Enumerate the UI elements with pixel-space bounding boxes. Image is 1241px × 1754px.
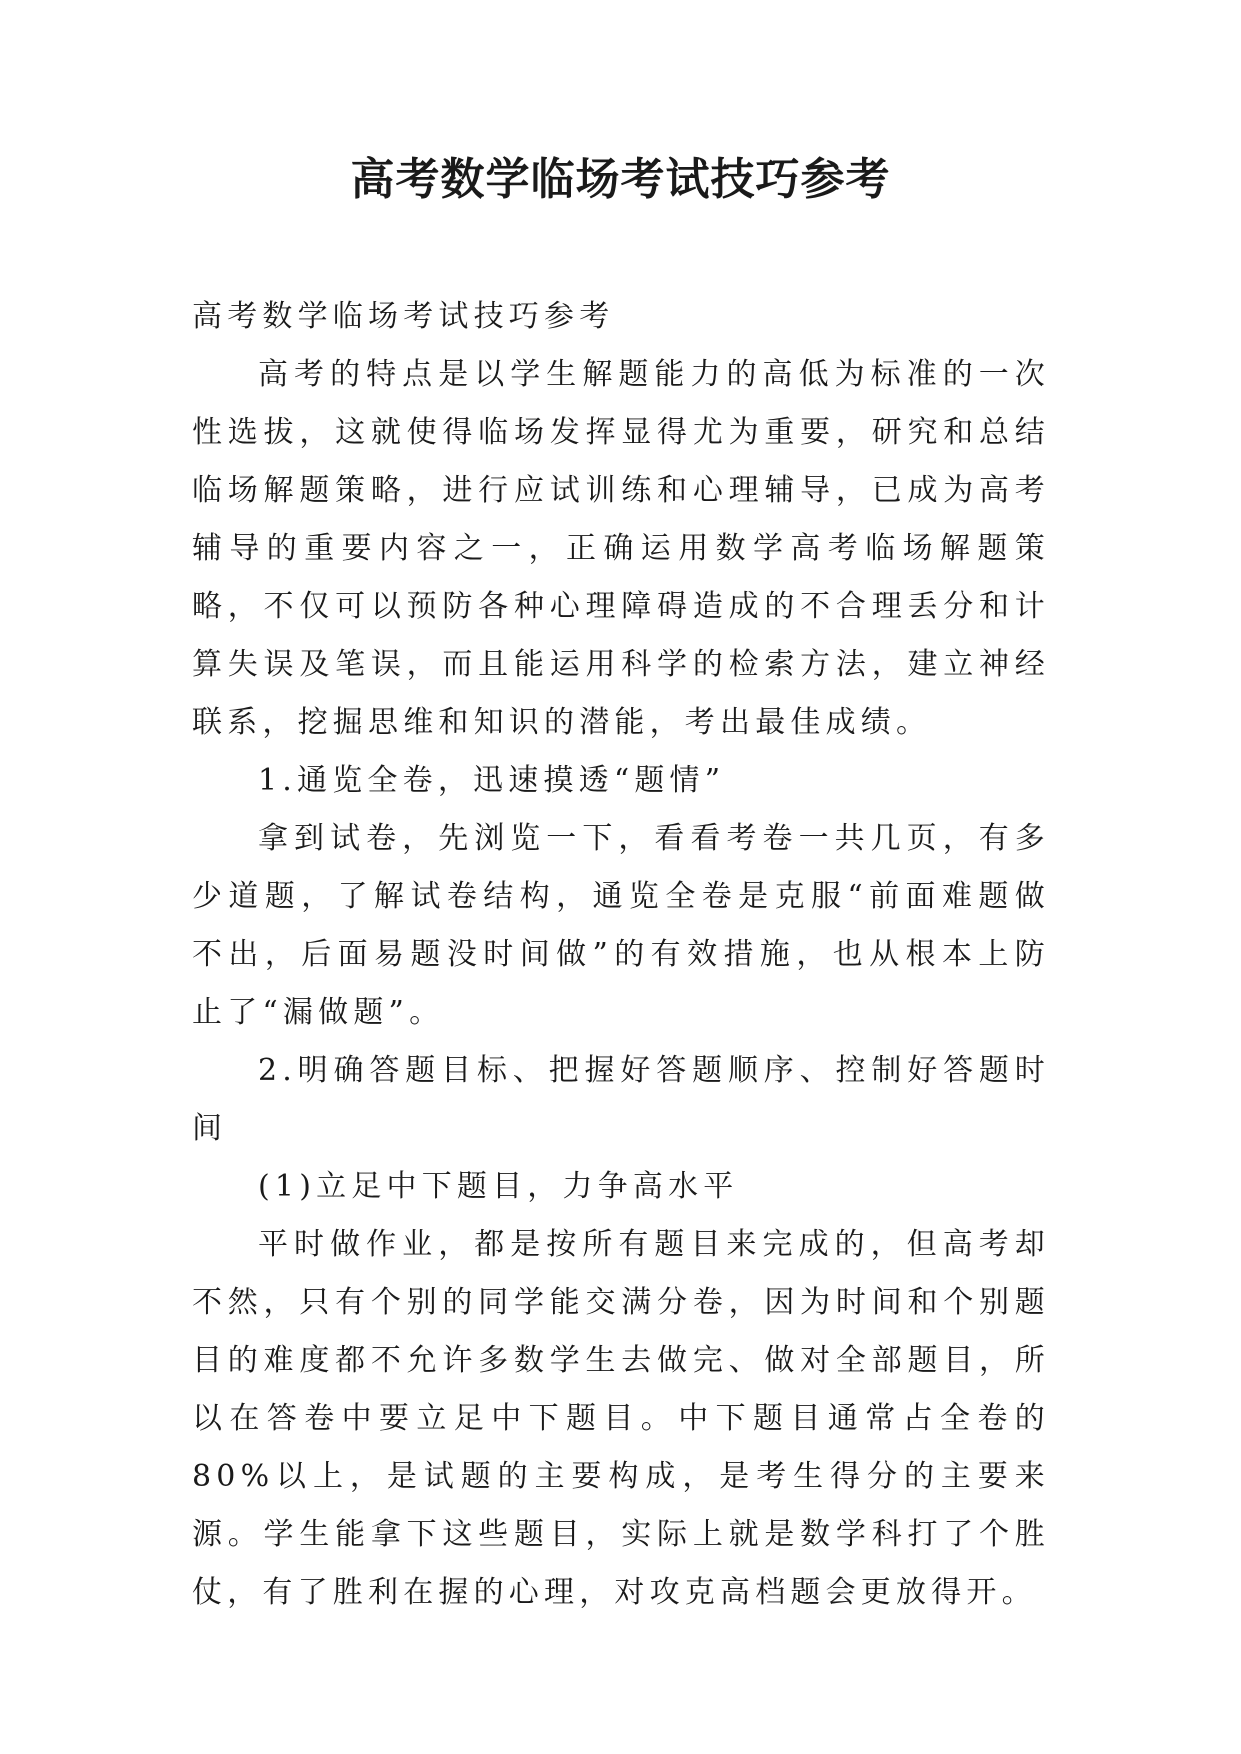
subsection-heading-2-1: (1)立足中下题目，力争高水平 (258, 1169, 739, 1204)
document-subtitle: 高考数学临场考试技巧参考 (192, 299, 615, 334)
section-1-paragraph: 拿到试卷，先浏览一下，看看考卷一共几页，有多少道题，了解试卷结构，通览全卷是克服“前面难题做不出，后面易题没时间做”的有效措施，也从根本上防止了“漏做题”。 (192, 821, 1050, 1030)
intro-paragraph: 高考的特点是以学生解题能力的高低为标准的一次性选拔，这就使得临场发挥显得尤为重要，研究和总结临场解题策略，进行应试训练和心理辅导，已成为高考辅导的重要内容之一，正确运用数学高考临场解题策略，不仅可以预防各种心理障碍造成的不合理丢分和计算失误及笔误，而且能运用科学的检索方法，建立神经联系，挖掘思维和知识的潜能，考出最佳成绩。 (192, 357, 1050, 740)
subsection-2-1-paragraph: 平时做作业，都是按所有题目来完成的，但高考却不然，只有个别的同学能交满分卷，因为时间和个别题目的难度都不允许多数学生去做完、做对全部题目，所以在答卷中要立足中下题目。中下题目通常占全卷的80%以上，是试题的主要构成，是考生得分的主要来源。学生能拿下这些题目，实际上就是数学科打了个胜仗，有了胜利在握的心理，对攻克高档题会更放得开。 (192, 1227, 1050, 1610)
document-body (192, 288, 1050, 1622)
section-heading-1: 1.通览全卷，迅速摸透“题情” (258, 763, 726, 798)
document-title: 高考数学临场考试技巧参考 (350, 154, 891, 205)
section-heading-2: 2.明确答题目标、把握好答题顺序、控制好答题时间 (192, 1053, 1050, 1146)
